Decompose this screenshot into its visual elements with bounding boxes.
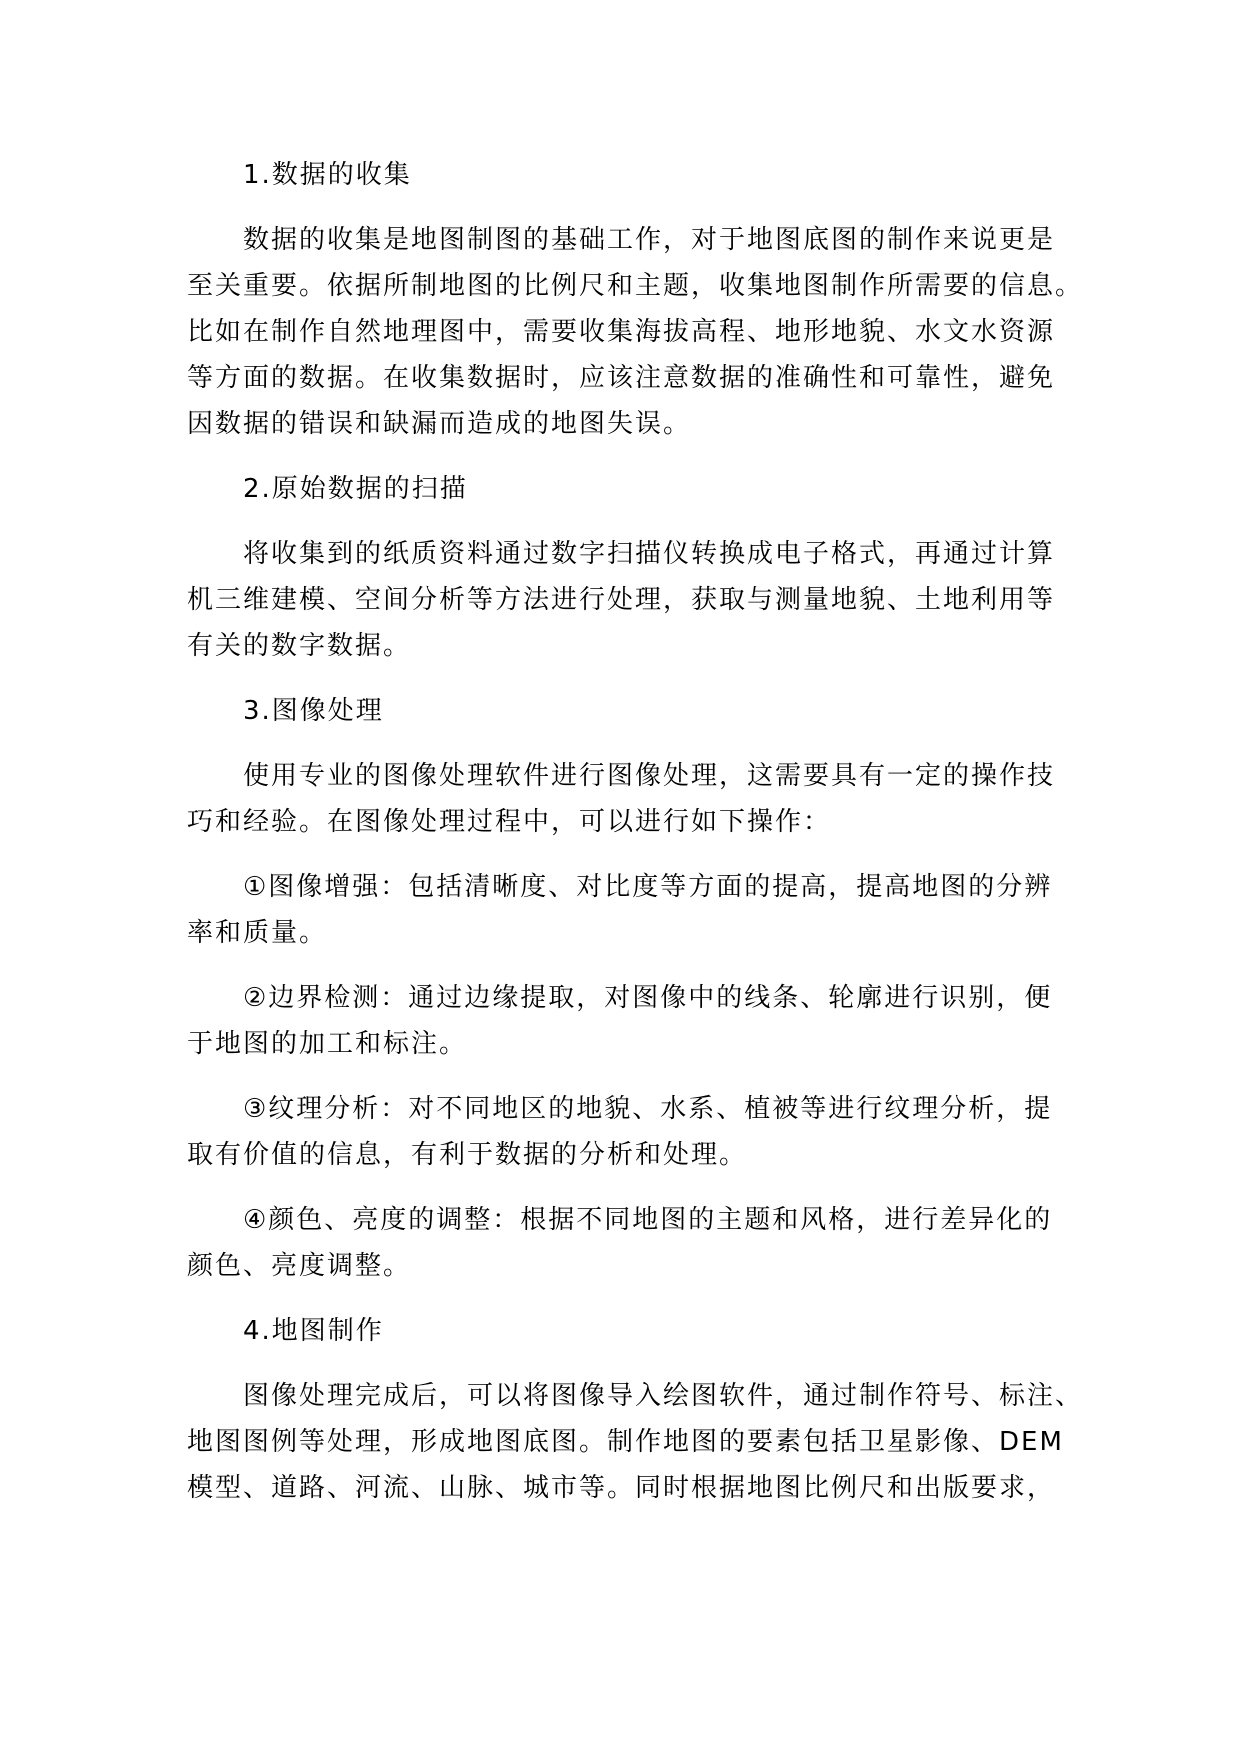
section-heading	[187, 466, 1241, 512]
heading-text: 1.数据的收集	[243, 160, 412, 190]
paragraph-line: ①图像增强：包括清晰度、对比度等方面的提高，提高地图的分辨	[243, 872, 1053, 902]
paragraph-line: 取有价值的信息，有利于数据的分析和处理。	[187, 1140, 748, 1170]
paragraph	[187, 217, 1241, 447]
section-heading	[187, 152, 1241, 198]
paragraph-line: 图像处理完成后，可以将图像导入绘图软件，通过制作符号、标注、	[243, 1381, 1084, 1411]
paragraph-line: 机三维建模、空间分析等方法进行处理，获取与测量地貌、土地利用等	[187, 585, 1056, 615]
paragraph-line: 于地图的加工和标注。	[187, 1029, 468, 1059]
heading-text: 4.地图制作	[243, 1316, 384, 1346]
list-item-paragraph	[187, 975, 1241, 1067]
heading-text: 2.原始数据的扫描	[243, 474, 468, 504]
list-item-paragraph	[187, 1086, 1241, 1178]
paragraph-line: 有关的数字数据。	[187, 631, 412, 661]
paragraph-line: 因数据的错误和缺漏而造成的地图失误。	[187, 409, 692, 439]
paragraph-line: 将收集到的纸质资料通过数字扫描仪转换成电子格式，再通过计算	[243, 539, 1056, 569]
section-heading	[187, 1308, 1241, 1354]
paragraph	[187, 753, 1241, 845]
paragraph-line: 模型、道路、河流、山脉、城市等。同时根据地图比例尺和出版要求，	[187, 1473, 1056, 1503]
paragraph-line: 等方面的数据。在收集数据时，应该注意数据的准确性和可靠性，避免	[187, 363, 1056, 393]
paragraph-line: 至关重要。依据所制地图的比例尺和主题，收集地图制作所需要的信息。	[187, 271, 1084, 301]
paragraph-line: ②边界检测：通过边缘提取，对图像中的线条、轮廓进行识别，便	[243, 983, 1053, 1013]
paragraph-line: 使用专业的图像处理软件进行图像处理，这需要具有一定的操作技	[243, 761, 1056, 791]
paragraph-line: ③纹理分析：对不同地区的地貌、水系、植被等进行纹理分析，提	[243, 1094, 1053, 1124]
paragraph-line: 数据的收集是地图制图的基础工作，对于地图底图的制作来说更是	[243, 225, 1056, 255]
paragraph-line: 地图图例等处理，形成地图底图。制作地图的要素包括卫星影像、DEM	[187, 1427, 1064, 1457]
heading-text: 3.图像处理	[243, 696, 384, 726]
list-item-paragraph	[187, 864, 1241, 956]
paragraph	[187, 1373, 1241, 1511]
section-heading	[187, 688, 1241, 734]
list-item-paragraph	[187, 1197, 1241, 1289]
paragraph	[187, 531, 1241, 669]
paragraph-line: 率和质量。	[187, 918, 328, 948]
paragraph-line: ④颜色、亮度的调整：根据不同地图的主题和风格，进行差异化的	[243, 1205, 1053, 1235]
paragraph-line: 比如在制作自然地理图中，需要收集海拔高程、地形地貌、水文水资源	[187, 317, 1056, 347]
paragraph-line: 颜色、亮度调整。	[187, 1251, 412, 1281]
paragraph-line: 巧和经验。在图像处理过程中，可以进行如下操作：	[187, 807, 832, 837]
